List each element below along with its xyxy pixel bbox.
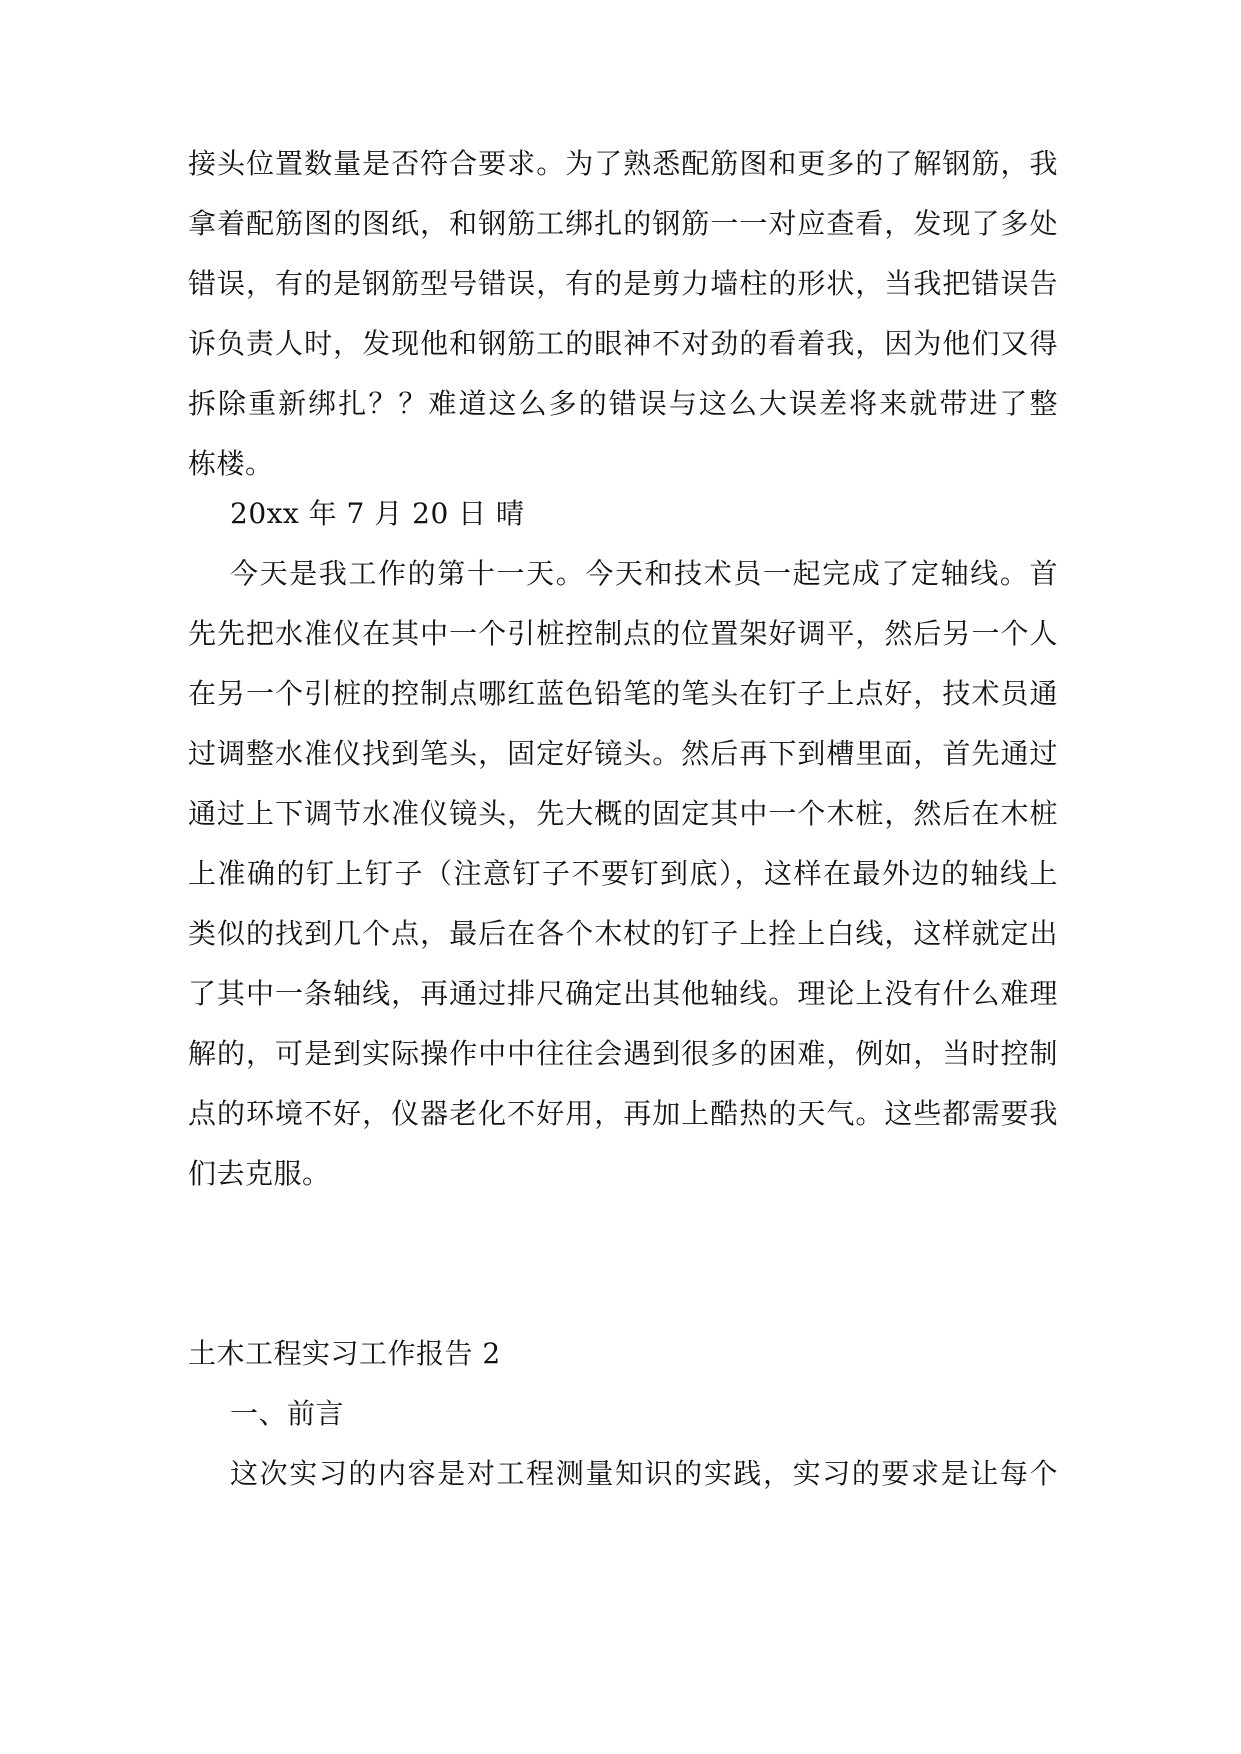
paragraph-1 [188,134,1058,494]
paragraph-3 [188,1444,1058,1504]
date-line-text: 20xx 年 7 月 20 日 晴 [230,497,525,530]
paragraph-2-line: 了其中一条轴线，再通过排尺确定出其他轴线。理论上没有什么难理 [188,977,1058,1010]
subheading-text: 一、前言 [230,1397,345,1430]
paragraph-2-line: 们去克服。 [188,1157,331,1190]
section-title-text: 土木工程实习工作报告 2 [188,1337,501,1370]
subheading [230,1384,530,1444]
paragraph-2-line: 在另一个引桩的控制点哪红蓝色铅笔的笔头在钉子上点好，技术员通 [188,677,1058,710]
paragraph-2-line: 点的环境不好，仪器老化不好用，再加上酷热的天气。这些都需要我 [188,1097,1058,1130]
date-line [230,484,730,544]
paragraph-1-line: 拆除重新绑扎？？难道这么多的错误与这么大误差将来就带进了整 [188,387,1058,420]
paragraph-1-line: 栋楼。 [188,447,274,480]
paragraph-3-line: 这次实习的内容是对工程测量知识的实践，实习的要求是让每个 [230,1457,1058,1490]
paragraph-2-line: 通过上下调节水准仪镜头，先大概的固定其中一个木桩，然后在木桩 [188,797,1058,830]
paragraph-2-line: 上准确的钉上钉子（注意钉子不要钉到底），这样在最外边的轴线上 [188,857,1058,890]
paragraph-1-line: 接头位置数量是否符合要求。为了熟悉配筋图和更多的了解钢筋，我 [188,147,1058,180]
paragraph-2-line: 今天是我工作的第十一天。今天和技术员一起完成了定轴线。首 [230,557,1058,590]
paragraph-1-line: 拿着配筋图的图纸，和钢筋工绑扎的钢筋一一对应查看，发现了多处 [188,207,1058,240]
paragraph-2-line: 过调整水准仪找到笔头，固定好镜头。然后再下到槽里面，首先通过 [188,737,1058,770]
paragraph-2-line: 解的，可是到实际操作中中往往会遇到很多的困难，例如，当时控制 [188,1037,1058,1070]
paragraph-1-line: 错误，有的是钢筋型号错误，有的是剪力墙柱的形状，当我把错误告 [188,267,1058,300]
paragraph-2-line: 类似的找到几个点，最后在各个木杖的钉子上拴上白线，这样就定出 [188,917,1058,950]
paragraph-1-line: 诉负责人时，发现他和钢筋工的眼神不对劲的看着我，因为他们又得 [188,327,1058,360]
paragraph-2 [188,544,1058,1204]
paragraph-2-line: 先先把水准仪在其中一个引桩控制点的位置架好调平，然后另一个人 [188,617,1058,650]
section-title [188,1324,688,1384]
